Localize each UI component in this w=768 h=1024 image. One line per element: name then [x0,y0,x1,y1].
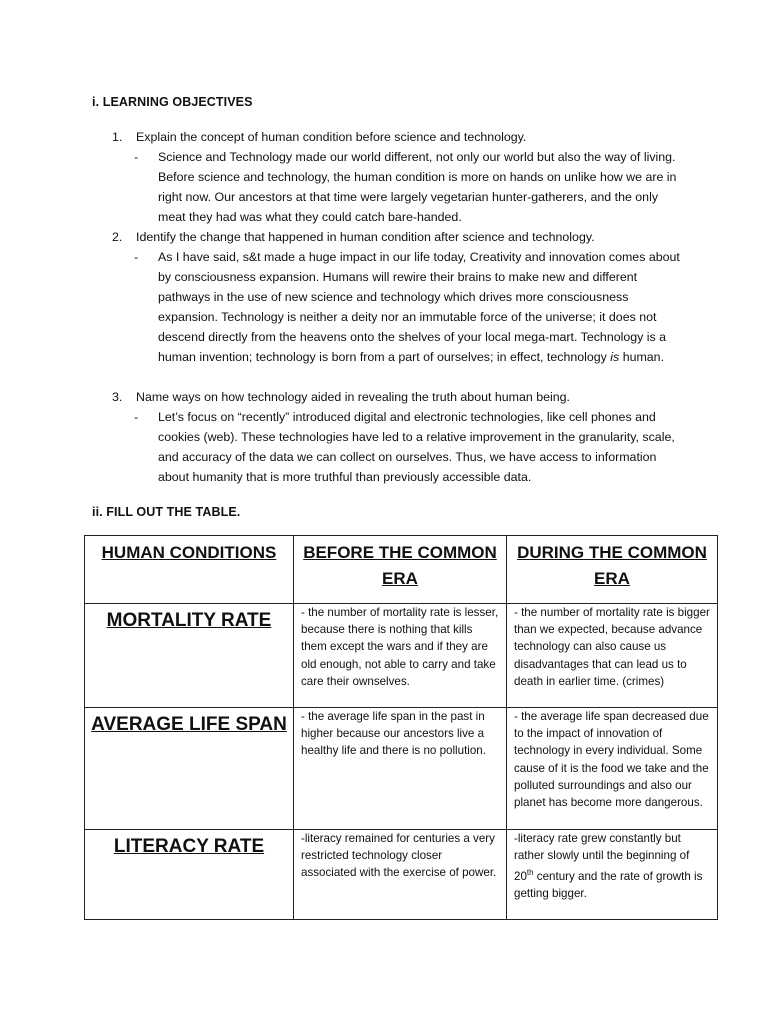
during-cell [507,830,718,920]
condition-cell: LITERACY RATE [85,830,294,920]
table-section-heading: ii. FILL OUT THE TABLE. [92,505,241,519]
answer-text: human. [619,350,665,364]
objective-answer: Science and Technology made our world different, not only our world but also the way of living. Before science and technology, the human condition is more on hands on unlike how we are in right now. Our ancestors at that time were largely vegetarian hunter-gatherers, and the only meat they had was what they could catch bare-handed. [158,150,677,224]
human-conditions-table [84,535,718,920]
before-cell: -literacy remained for centuries a very restricted technology closer associated with the exercise of power. [294,830,507,920]
objective-question: Identify the change that happened in human condition after science and technology. [136,230,595,244]
cell-text: century and the rate of growth is getting bigger. [514,870,703,901]
table-row [85,604,718,708]
condition-cell: AVERAGE LIFE SPAN [85,708,294,830]
answer-text: As I have said, s&t made a huge impact in our life today, Creativity and innovation comes about by consciousness expansion. Humans will rewire their brains to make new and different pathways in the use of new science and technology which drives more consciousness expansion. Technology is neither a deity nor an immutable force of the universe; it does not descend directly from the heavens onto the shelves of your local mega-mart. Technology is a human invention; technology is born from a part of ourselves; in effect, technology [158,250,680,364]
column-header: HUMAN CONDITIONS [85,536,294,604]
column-header: DURING THE COMMON ERA [507,536,718,604]
bullet-dash: - [134,410,139,424]
condition-cell: MORTALITY RATE [85,604,294,708]
superscript: th [526,868,534,878]
objective-number: 1. [112,130,123,144]
before-cell: - the average life span in the past in higher because our ancestors live a healthy life and there is no pollution. [294,708,507,830]
during-cell: - the number of mortality rate is bigger than we expected, because advance technology can also cause us disadvantages that can lead us to death in earlier time. (crimes) [507,604,718,708]
during-cell: - the average life span decreased due to the impact of innovation of technology in every individual. Some cause of it is the food we take and the polluted surroundings and also our planet has become more dangerous. [507,708,718,830]
bullet-dash: - [134,150,139,164]
bullet-dash: - [134,250,139,264]
table-row [85,708,718,830]
table-header-row [85,536,718,604]
objective-question: Name ways on how technology aided in revealing the truth about human being. [136,390,570,404]
before-cell: - the number of mortality rate is lesser, because there is nothing that kills them except the wars and if they are old enough, not able to carry and take care their ownselves. [294,604,507,708]
objective-answer [158,247,686,367]
answer-emphasis: is [610,350,620,364]
cell-text: -literacy rate grew constantly but rather slowly until the beginning of 20 [514,832,690,884]
objective-number: 3. [112,390,123,404]
objective-answer: Let’s focus on “recently” introduced digital and electronic technologies, like cell phones and cookies (web). These technologies have led to a relative improvement in the granularity, scale, and accuracy of the data we can collect on ourselves. Thus, we have access to information about humanity that is more truthful than previously accessible data. [158,410,675,484]
learning-objectives-heading: i. LEARNING OBJECTIVES [92,95,253,109]
objective-question: Explain the concept of human condition before science and technology. [136,130,527,144]
table-row [85,830,718,920]
objective-number: 2. [112,230,123,244]
column-header: BEFORE THE COMMON ERA [294,536,507,604]
